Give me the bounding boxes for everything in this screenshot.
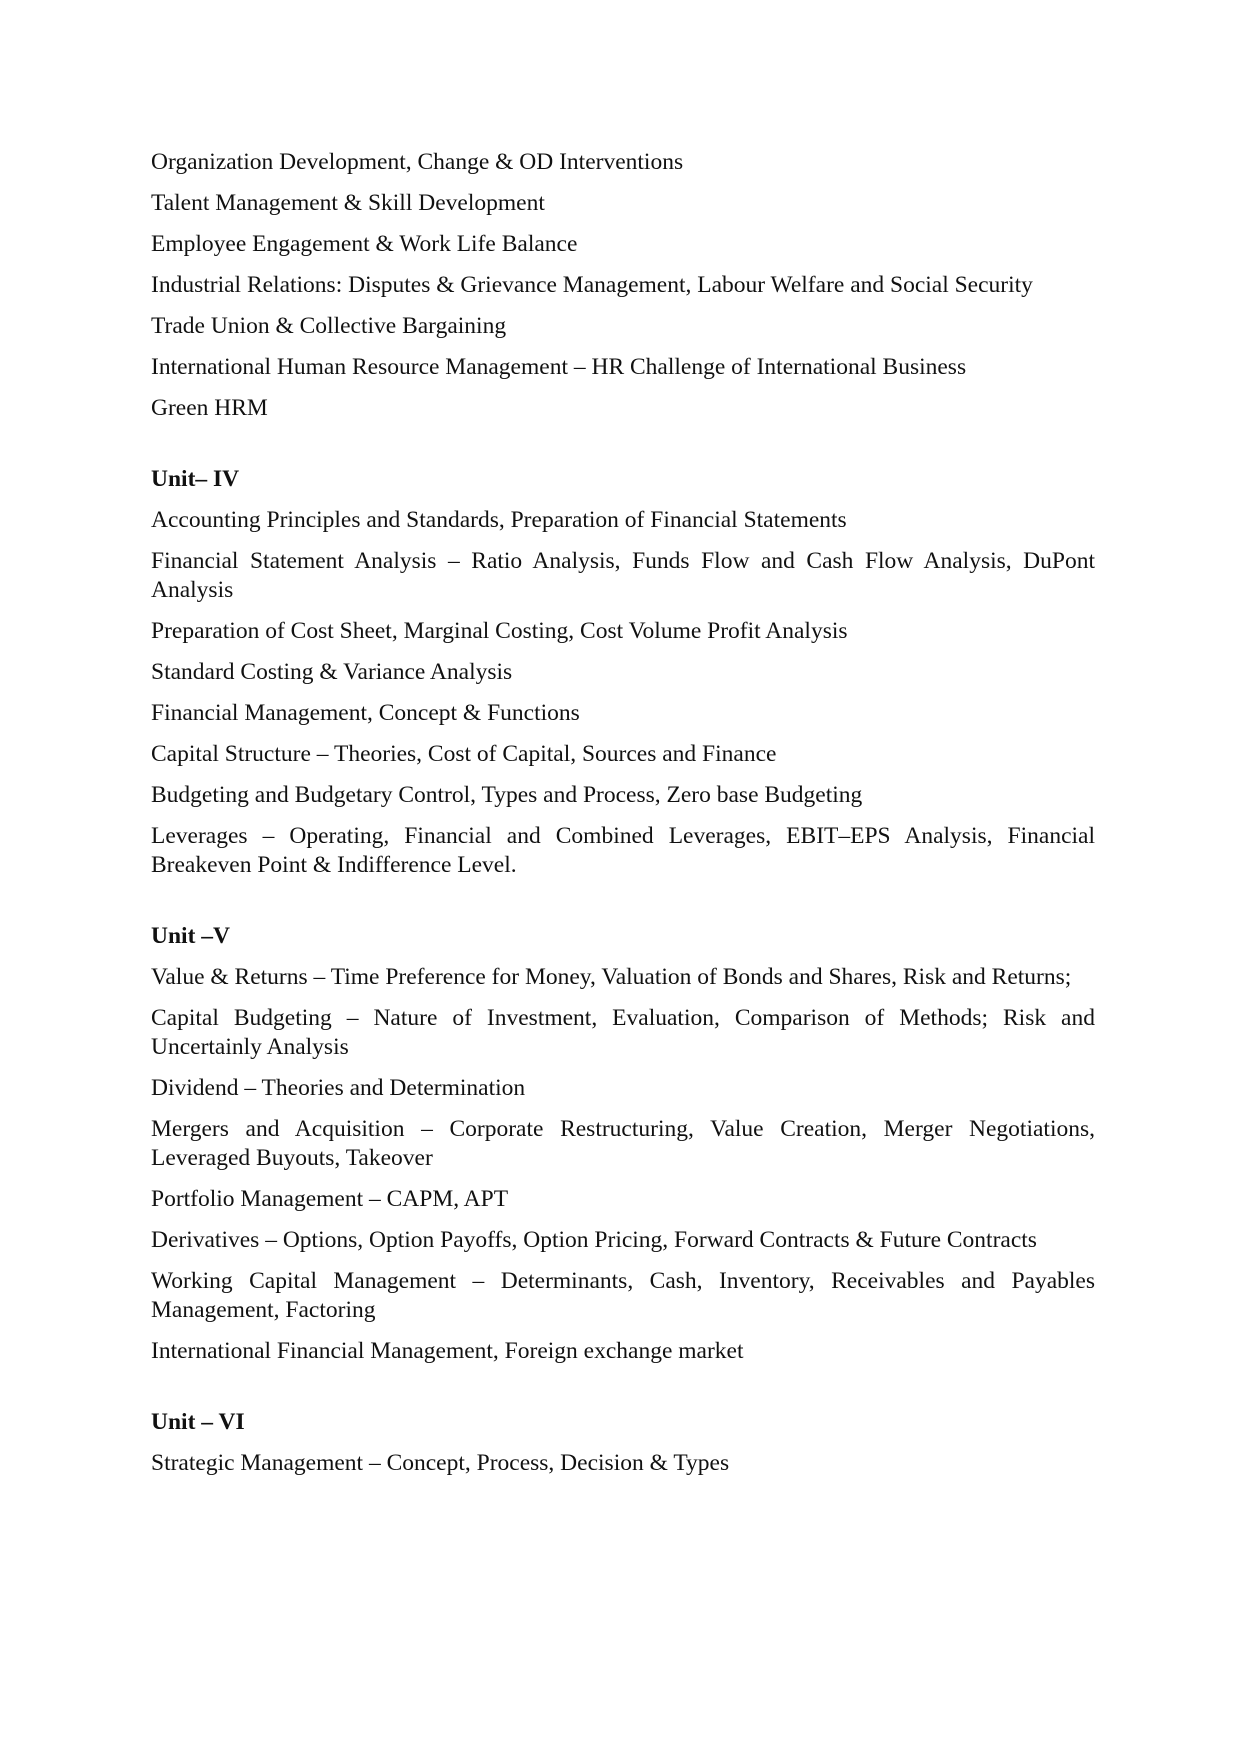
list-item: Budgeting and Budgetary Control, Types and Process, Zero base Budgeting xyxy=(151,782,863,808)
list-item: International Human Resource Management – HR Challenge of International Business xyxy=(151,354,967,380)
list-item: Dividend – Theories and Determination xyxy=(151,1075,526,1101)
list-item: Preparation of Cost Sheet, Marginal Costing, Cost Volume Profit Analysis xyxy=(151,618,848,644)
unit-heading: Unit– IV xyxy=(151,466,240,492)
list-item: Value & Returns – Time Preference for Money, Valuation of Bonds and Shares, Risk and Returns; xyxy=(151,964,1072,990)
list-item: Trade Union & Collective Bargaining xyxy=(151,313,507,339)
list-item: Strategic Management – Concept, Process, Decision & Types xyxy=(151,1450,730,1476)
list-item: Financial Management, Concept & Functions xyxy=(151,700,580,726)
list-item: Derivatives – Options, Option Payoffs, Option Pricing, Forward Contracts & Future Contracts xyxy=(151,1227,1037,1253)
unit-vi-section xyxy=(151,1408,1095,1478)
list-item: Talent Management & Skill Development xyxy=(151,190,545,216)
list-item: Green HRM xyxy=(151,395,268,421)
list-item: Portfolio Management – CAPM, APT xyxy=(151,1186,509,1212)
list-item: Capital Structure – Theories, Cost of Capital, Sources and Finance xyxy=(151,741,777,767)
unit-v-section xyxy=(151,922,1095,1366)
list-item: Employee Engagement & Work Life Balance xyxy=(151,231,578,257)
list-item: Accounting Principles and Standards, Preparation of Financial Statements xyxy=(151,507,847,533)
list-item: Mergers and Acquisition – Corporate Restructuring, Value Creation, Merger Negotiations, Leveraged Buyouts, Takeover xyxy=(151,1116,1095,1171)
document-page xyxy=(151,148,1095,1490)
list-item: Working Capital Management – Determinants, Cash, Inventory, Receivables and Payables Management, Factoring xyxy=(151,1268,1095,1323)
unit-iv-section xyxy=(151,465,1095,880)
unit-heading: Unit – VI xyxy=(151,1409,245,1435)
list-item: Industrial Relations: Disputes & Grievance Management, Labour Welfare and Social Security xyxy=(151,272,1033,298)
list-item: Capital Budgeting – Nature of Investment, Evaluation, Comparison of Methods; Risk and Uncertainly Analysis xyxy=(151,1005,1095,1060)
list-item: Financial Statement Analysis – Ratio Analysis, Funds Flow and Cash Flow Analysis, DuPont Analysis xyxy=(151,548,1095,603)
intro-section xyxy=(151,148,1095,423)
list-item: Organization Development, Change & OD Interventions xyxy=(151,149,684,175)
list-item: International Financial Management, Foreign exchange market xyxy=(151,1338,744,1364)
list-item: Leverages – Operating, Financial and Combined Leverages, EBIT–EPS Analysis, Financial Breakeven Point & Indifference Level. xyxy=(151,823,1095,878)
list-item: Standard Costing & Variance Analysis xyxy=(151,659,513,685)
unit-heading: Unit –V xyxy=(151,923,230,949)
